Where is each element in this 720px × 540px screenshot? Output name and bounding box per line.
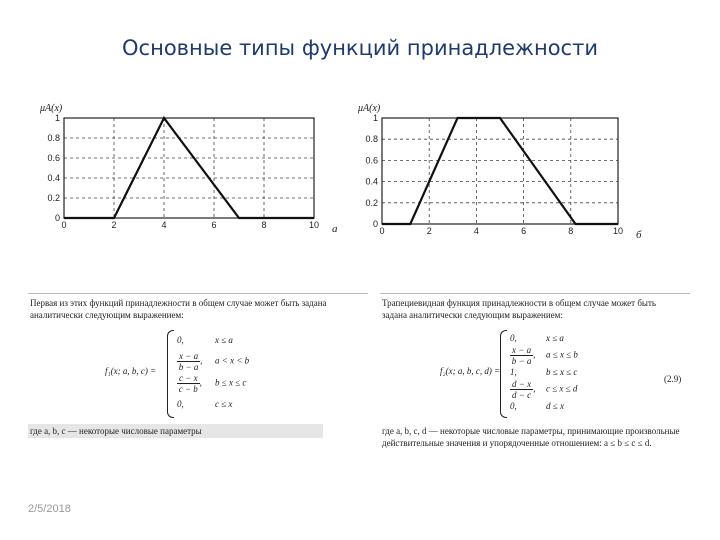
x-tick-label: 0: [379, 226, 385, 236]
trapezoidal-membership-chart: [344, 100, 664, 250]
y-tick-label: 1: [54, 113, 60, 123]
right-text-divider: [380, 293, 690, 294]
case-condition: x ≤ a: [546, 332, 564, 343]
x-tick-label: 2: [426, 226, 432, 236]
x-tick-label: 8: [261, 220, 267, 230]
x-tick-label: 6: [211, 220, 217, 230]
y-tick-label: 0.8: [365, 134, 378, 145]
formula-case: $\frac{c - x}{c - b}$ , b ≤ x ≤ c: [178, 372, 247, 394]
cases-brace: [167, 330, 174, 418]
y-tick-label: 0.8: [47, 133, 60, 143]
y-tick-label: 0: [54, 213, 60, 223]
case-condition: c ≤ x: [215, 399, 233, 410]
panel-label: а: [332, 223, 338, 235]
formula-case: 0, x ≤ a: [510, 332, 564, 343]
case-condition: a < x < b: [215, 355, 250, 366]
case-condition: b ≤ x ≤ c: [546, 367, 578, 377]
y-tick-label: 0.2: [47, 193, 60, 203]
x-tick-label: 0: [61, 220, 67, 230]
slide-title: Основные типы функций принадлежности: [122, 36, 598, 60]
case-condition: x ≤ a: [215, 334, 233, 345]
x-tick-label: 10: [308, 220, 320, 230]
y-tick-label: 1: [372, 113, 378, 123]
membership-curve: [382, 118, 618, 224]
y-tick-label: 0.6: [47, 153, 60, 163]
y-tick-label: 0.4: [365, 176, 378, 187]
formula-case: 0, c ≤ x: [177, 399, 233, 410]
cases-brace: [500, 330, 507, 418]
membership-curve: [64, 118, 314, 218]
formula-case: 0, x ≤ a: [177, 334, 233, 345]
function-name: f₁(x; a, b, c) =: [105, 366, 157, 376]
x-tick-label: 10: [612, 226, 624, 236]
left-text-divider: [28, 293, 368, 294]
y-axis-label: μA(x): [358, 103, 381, 114]
formula-case: 0, d ≤ x: [510, 401, 564, 412]
left-intro-text: Первая из этих функций принадлежности в общем случае может быть задана аналитически следующим выражением:: [30, 298, 327, 320]
y-tick-label: 0.6: [365, 155, 378, 166]
right-intro-text: Трапециевидная функция принадлежности в общем случае может быть задана аналитически следующим выражением:: [382, 298, 657, 320]
x-tick-label: 8: [568, 226, 574, 236]
trapezoidal-formula: [440, 330, 590, 420]
case-condition: c ≤ x ≤ d: [546, 383, 578, 394]
x-tick-label: 4: [473, 226, 479, 236]
formula-case: 1, b ≤ x ≤ c: [510, 367, 578, 377]
x-tick-label: 6: [521, 226, 527, 236]
panel-label: б: [636, 229, 642, 241]
y-tick-label: 0.4: [47, 173, 60, 183]
right-footnote: где a, b, c, d — некоторые числовые параметры, принимающие произвольные действительные значения и упорядоченные отношением: a ≤ b ≤ c ≤ d.: [382, 426, 680, 448]
slide-date: 2/5/2018: [28, 503, 71, 515]
formula-case: $\frac{x - a}{b - a}$ , a < x < b: [178, 351, 250, 373]
triangular-formula: [105, 330, 285, 420]
x-tick-label: 2: [111, 220, 117, 230]
triangular-membership-chart: [34, 100, 354, 240]
plot-frame: [64, 118, 314, 218]
case-condition: d ≤ x: [546, 401, 564, 412]
function-name: f₂(x; a, b, c, d) =: [440, 366, 501, 376]
formula-case: $\frac{d - x}{d - c}$ , c ≤ x ≤ d: [512, 379, 578, 401]
y-tick-label: 0.2: [365, 197, 378, 208]
x-tick-label: 4: [161, 220, 167, 230]
case-condition: a ≤ x ≤ b: [546, 349, 578, 360]
y-tick-label: 0: [372, 219, 378, 229]
y-axis-label: μA(x): [40, 103, 63, 114]
left-footnote: где a, b, c — некоторые числовые параметры: [30, 426, 202, 436]
case-condition: b ≤ x ≤ c: [215, 377, 247, 388]
equation-number: (2.9): [664, 374, 682, 384]
formula-case: $\frac{x - a}{b - a}$ , a ≤ x ≤ b: [511, 344, 578, 366]
